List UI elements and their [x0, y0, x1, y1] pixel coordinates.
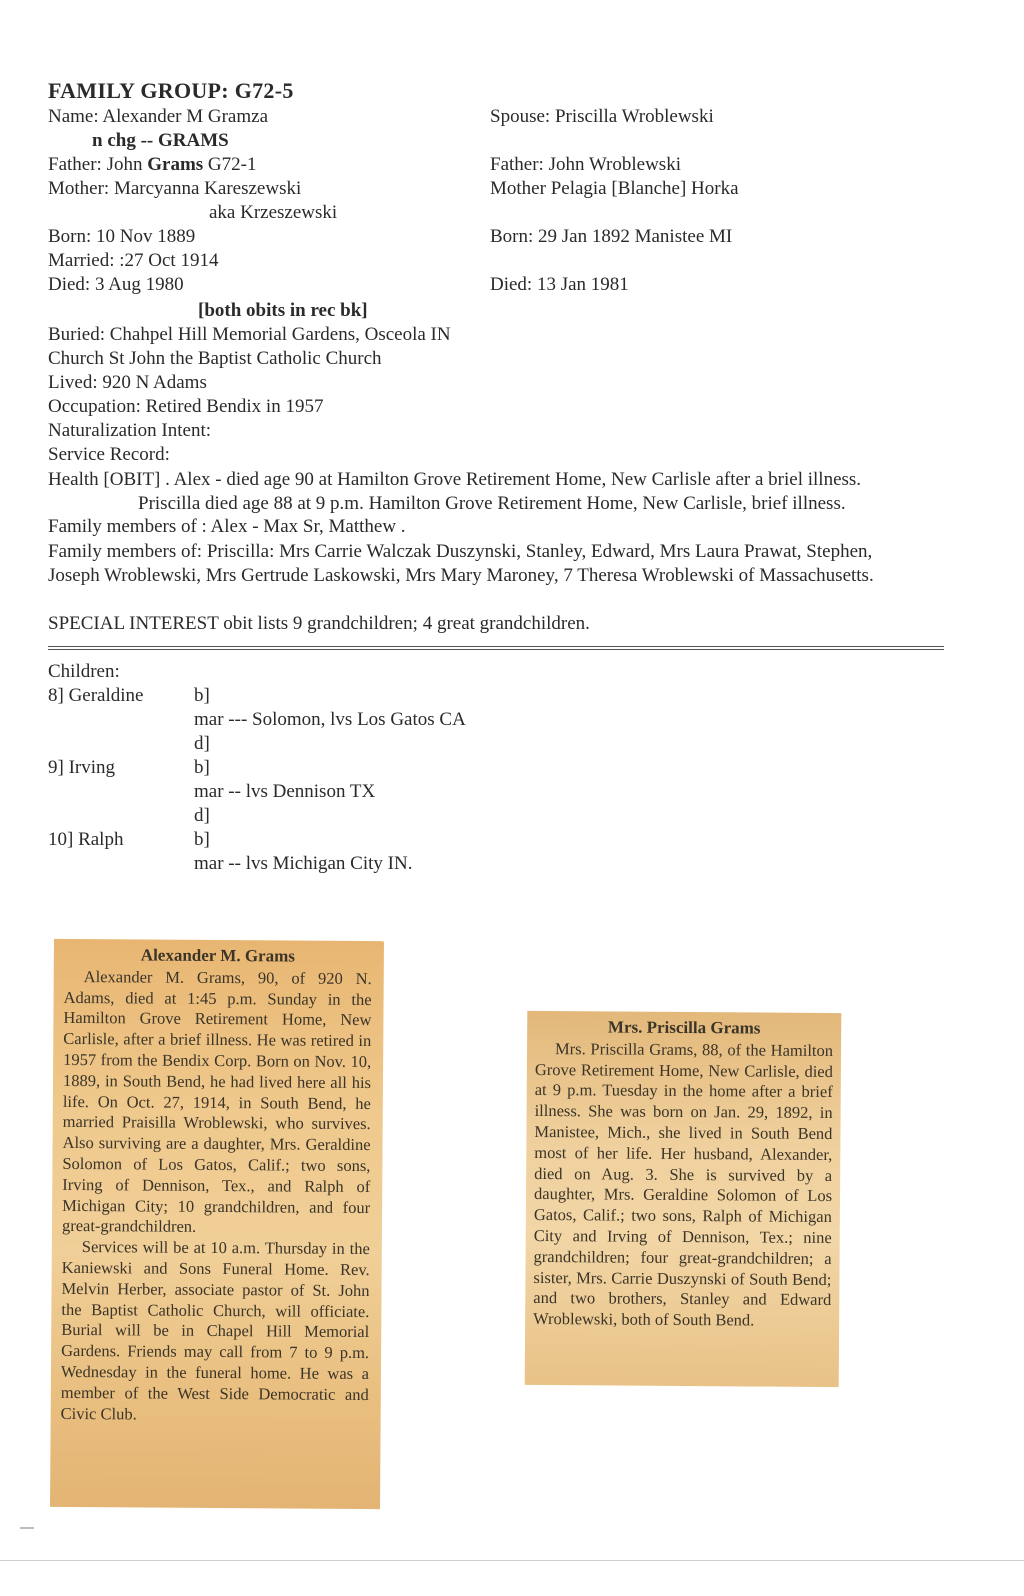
born-label: Born:: [48, 226, 92, 247]
church-label: Church: [48, 348, 104, 369]
married-date: :27 Oct 1914: [119, 250, 219, 271]
died-label: Died:: [48, 274, 91, 295]
spouse-name: Priscilla Wroblewski: [554, 106, 714, 127]
spouse-mother-label: Mother: [490, 178, 546, 199]
husband-died: 3 Aug 1980: [94, 274, 184, 295]
spouse-mother: Pelagia [Blanche] Horka: [550, 178, 739, 199]
husband-father-name: John: [106, 154, 143, 175]
name-label: Name:: [48, 106, 99, 127]
spouse-died: 13 Jan 1981: [536, 274, 629, 295]
spouse-died-row: [490, 274, 629, 296]
buried-label: Buried:: [48, 324, 105, 345]
child-name: 9] Irving: [48, 757, 116, 778]
spouse-father-label: Father:: [490, 154, 544, 175]
clipping-paragraph: Alexander M. Grams, 90, of 920 N. Adams, died at 1:45 p.m. Sunday in the Hamilton Grove Retirement Home, New Carlisle, after a brief illness. He was retired in 1957 from the Bendix Corp. Born on Nov. 10, 1889, in South Bend, he had lived here all his life. On Oct. 27, 1914, in South Bend, he married Praisilla Wroblewski, who survives. Also surviving are a daughter, Mrs. Geraldine Solomon of Los Gatos, Calif.; two sons, Irving of Dennison, Tex., and Ralph of Michigan City; 10 grandchildren, and four great-grandchildren.: [61, 966, 372, 1237]
church-row: [48, 348, 382, 370]
page-title: FAMILY GROUP: G72-5: [48, 78, 294, 103]
children-label: Children:: [48, 661, 120, 682]
child-born: b]: [194, 757, 210, 778]
clipping-paragraph: Mrs. Priscilla Grams, 88, of the Hamilton Grove Retirement Home, New Carlisle, died at 9 p.m. Tuesday in the home after a brief illness. She was born on Jan. 29, 1892, in Manistee, Mich., she lived in South Bend most of her life. Her husband, Alexander, died on Aug. 3. She is survived by a daughter, Mrs. Geraldine Solomon of Los Gatos, Calif.; two sons, Ralph of Michigan City and Irving of Dennison, Tex.; nine grandchildren; four great-grandchildren; a sister, Mrs. Carrie Duszynski of South Bend; and two brothers, Stanley and Edward Wroblewski, both of South Bend.: [533, 1038, 834, 1330]
spouse-father: John Wroblewski: [548, 154, 681, 175]
child-born: b]: [194, 685, 210, 706]
child-married: mar -- lvs Dennison TX: [194, 781, 376, 802]
child-married: mar -- lvs Michigan City IN.: [194, 853, 413, 874]
husband-mother-aka: aka Krzeszewski: [209, 202, 338, 223]
buried-place: Chahpel Hill Memorial Gardens, Osceola IN: [109, 324, 451, 345]
child-died: d]: [194, 733, 210, 754]
occupation-value: Retired Bendix in 1957: [145, 396, 324, 417]
husband-mother-row: [48, 178, 301, 200]
child-married: mar --- Solomon, lvs Los Gatos CA: [194, 709, 466, 730]
obituary-clipping-alexander: [50, 939, 384, 1509]
husband-born: 10 Nov 1889: [96, 226, 196, 247]
spouse-died-label: Died:: [490, 274, 533, 295]
husband-father-ref: G72-1: [207, 154, 257, 175]
scan-edge: [0, 1560, 1024, 1561]
occupation-row: [48, 396, 323, 418]
buried-row: [48, 324, 451, 346]
name-change: n chg -- GRAMS: [92, 130, 229, 151]
husband-born-row: [48, 226, 195, 248]
spouse-born: 29 Jan 1892 Manistee MI: [538, 226, 733, 247]
scan-mark: [20, 1527, 34, 1529]
husband-died-row: [48, 274, 184, 296]
church-name: St John the Baptist Catholic Church: [108, 348, 382, 369]
spouse-mother-row: [490, 178, 739, 200]
father-label: Father:: [48, 154, 102, 175]
married-row: [48, 250, 218, 272]
family-members-alex: Family members of : Alex - Max Sr, Matthew .: [48, 516, 406, 537]
child-died: d]: [194, 805, 210, 826]
obituary-clipping-priscilla: [525, 1011, 842, 1387]
health-line-priscilla: Priscilla died age 88 at 9 p.m. Hamilton Grove Retirement Home, New Carlisle, brief illness.: [138, 493, 846, 514]
spouse-born-label: Born:: [490, 226, 534, 247]
husband-father-row: [48, 154, 256, 176]
service-record-label: Service Record:: [48, 444, 170, 465]
clipping-paragraph: Services will be at 10 a.m. Thursday in the Kaniewski and Sons Funeral Home. Rev. Melvin Herber, associate pastor of St. John the Baptist Catholic Church, will officiate. Burial will be in Chapel Hill Memorial Gardens. Friends may call from 7 to 9 p.m. Wednesday in the funeral home. He was a member of the West Side Democratic and Civic Club.: [60, 1237, 370, 1423]
mother-label: Mother:: [48, 178, 110, 199]
husband-father-surname: Grams: [147, 154, 204, 175]
divider: [48, 646, 944, 650]
husband-name-row: [48, 106, 268, 128]
spouse-label: Spouse:: [490, 106, 551, 127]
naturalization-label: Naturalization Intent:: [48, 420, 212, 441]
lived-label: Lived:: [48, 372, 98, 393]
husband-mother: Marcyanna Kareszewski: [113, 178, 302, 199]
spouse-father-row: [490, 154, 681, 176]
child-born: b]: [194, 829, 210, 850]
married-label: Married:: [48, 250, 115, 271]
special-interest: SPECIAL INTEREST obit lists 9 grandchildren; 4 great grandchildren.: [48, 613, 590, 634]
lived-row: [48, 372, 207, 394]
obits-note: [both obits in rec bk]: [198, 300, 368, 321]
child-name: 10] Ralph: [48, 829, 124, 850]
occupation-label: Occupation:: [48, 396, 141, 417]
spouse-born-row: [490, 226, 732, 248]
husband-name: Alexander M Gramza: [102, 106, 269, 127]
clipping-heading: Alexander M. Grams: [140, 945, 295, 966]
child-name: 8] Geraldine: [48, 685, 144, 706]
clipping-heading: Mrs. Priscilla Grams: [607, 1017, 761, 1038]
health-line-alex: Health [OBIT] . Alex - died age 90 at Hamilton Grove Retirement Home, New Carlisle after a briel illness.: [48, 469, 862, 490]
lived-address: 920 N Adams: [102, 372, 207, 393]
spouse-row: [490, 106, 714, 128]
family-members-priscilla: Family members of: Priscilla: Mrs Carrie Walczak Duszynski, Stanley, Edward, Mrs Laura Prawat, Stephen, Joseph Wroblewski, Mrs Gertrude Laskowski, Mrs Mary Maroney, 7 Theresa Wroblewski of Massachusetts.: [48, 541, 874, 586]
